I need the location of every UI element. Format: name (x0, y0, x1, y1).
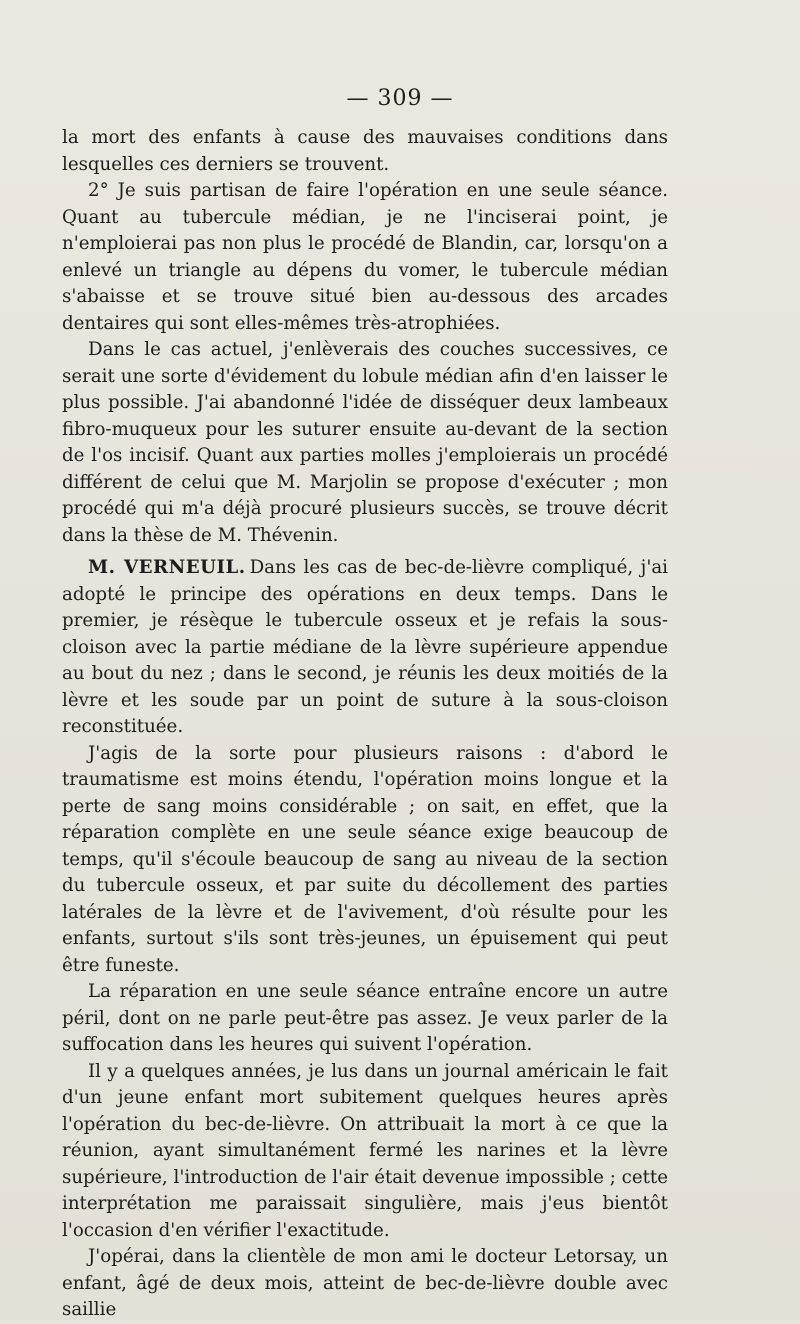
paragraph-1: la mort des enfants à cause des mauvaises conditions dans lesquelles ces derniers se trouvent. (62, 127, 668, 175)
speech-paragraph-2: J'agis de la sorte pour plusieurs raisons : d'abord le traumatisme est moins étendu, l'opération moins longue et la perte de sang moins considérable ; on sait, en effet, que la réparation complète en une seule séance exige beaucoup de temps, qu'il s'écoule beaucoup de sang au niveau de la section du tubercule osseux, et par suite du décollement des parties latérales de la lèvre et de l'avivement, d'où résulte pour les enfants, surtout s'ils sont très-jeunes, un épuisement qui peut être funeste. (62, 742, 668, 976)
page-number: — 309 — (346, 86, 454, 111)
text-block-speech (62, 555, 668, 1324)
paragraph-3: Dans le cas actuel, j'enlèverais des couches successives, ce serait une sorte d'évidement du lobule médian afin d'en laisser le plus possible. J'ai abandonné l'idée de disséquer deux lambeaux fibro-muqueux pour les suturer ensuite au-devant de la section de l'os incisif. Quant aux parties molles j'emploierais un procédé différent de celui que M. Marjolin se propose d'exécuter ; mon procédé qui m'a déjà procuré plusieurs succès, se trouve décrit dans la thèse de M. Thévenin. (62, 339, 668, 546)
speech-paragraph-1-text: Dans les cas de bec-de-lièvre compliqué, j'ai adopté le principe des opérations en deux temps. Dans le premier, je résèque le tubercule osseux et je refais la sous-cloison avec la partie médiane de la lèvre supérieure appendue au bout du nez ; dans le second, je réunis les deux moitiés de la lèvre et les soude par un point de suture à la sous-cloison reconstituée. (62, 557, 668, 737)
speech-paragraph-3: La réparation en une seule séance entraîne encore un autre péril, dont on ne parle peut-être pas assez. Je veux parler de la suffocation dans les heures qui suivent l'opération. (62, 981, 668, 1055)
speaker-name: M. VERNEUIL. (88, 557, 246, 578)
paragraph-2: 2° Je suis partisan de faire l'opération en une seule séance. Quant au tubercule médian, je ne l'inciserai point, je n'emploierai pas non plus le procédé de Blandin, car, lorsqu'on a enlevé un triangle au dépens du vomer, le tubercule médian s'abaisse et se trouve situé bien au-dessous des arcades dentaires qui sont elles-mêmes très-atrophiées. (62, 180, 668, 334)
text-block-top (62, 125, 668, 549)
speech-paragraph-5: J'opérai, dans la clientèle de mon ami le docteur Letorsay, un enfant, âgé de deux mois, atteint de bec-de-lièvre double avec saillie (62, 1246, 668, 1320)
speech-paragraph-1 (62, 555, 668, 741)
speech-paragraph-4: Il y a quelques années, je lus dans un journal américain le fait d'un jeune enfant mort subitement quelques heures après l'opération du bec-de-lièvre. On attribuait la mort à ce que la réunion, ayant simultanément fermé les narines et la lèvre supérieure, l'introduction de l'air était devenue impossible ; cette interprétation me paraissait singulière, mais j'eus bientôt l'occasion d'en vérifier l'exactitude. (62, 1060, 668, 1241)
